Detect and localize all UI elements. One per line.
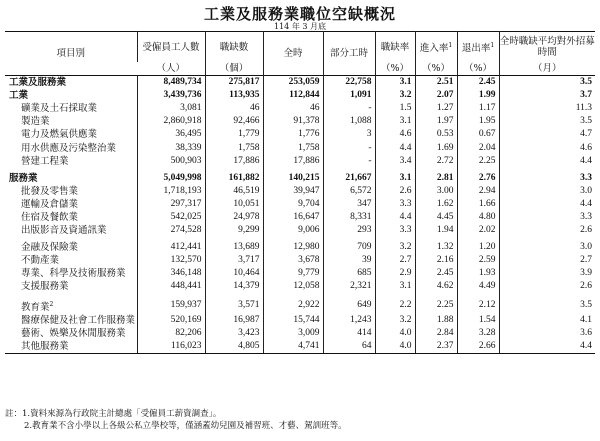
- row-label-text: 金融及保險業: [21, 242, 79, 254]
- row-label-text: 批發及零售業: [21, 185, 79, 197]
- row-label-text: 工業及服務業: [9, 77, 67, 89]
- cell-vrate: 3.3: [375, 198, 415, 211]
- cell-vacancy: 113,935: [205, 89, 263, 102]
- row-label-text: 專業、科學及技術服務業: [21, 268, 126, 280]
- table-row: [5, 155, 595, 168]
- cell-vacancy: 17,886: [205, 155, 263, 168]
- row-label: [5, 128, 137, 141]
- cell-parttime: 685: [323, 267, 375, 280]
- cell-employed: 448,441: [137, 280, 205, 293]
- cell-fulltime: 1,758: [263, 141, 323, 154]
- cell-vrate: 2.6: [375, 185, 415, 198]
- cell-employed: 3,439,736: [137, 89, 205, 102]
- cell-months: 3.3: [499, 168, 595, 185]
- cell-entry: 1.27: [415, 102, 457, 115]
- row-label-text: 其他服務業: [21, 340, 69, 352]
- cell-vacancy: 1,779: [205, 128, 263, 141]
- cell-vrate: 2.7: [375, 254, 415, 267]
- cell-fulltime: 16,647: [263, 211, 323, 224]
- table-row: [5, 280, 595, 293]
- unit-vacancy-rate: （%）: [375, 62, 415, 76]
- cell-months: 4.1: [499, 314, 595, 327]
- cell-employed: 346,148: [137, 267, 205, 280]
- cell-months: 3.6: [499, 327, 595, 340]
- table-row: [5, 102, 595, 115]
- cell-employed: 159,937: [137, 294, 205, 314]
- cell-parttime: 8,331: [323, 211, 375, 224]
- cell-fulltime: 2,922: [263, 294, 323, 314]
- cell-vrate: 2.2: [375, 294, 415, 314]
- cell-entry: 2.25: [415, 294, 457, 314]
- row-label: [5, 168, 137, 185]
- cell-months: 3.5: [499, 115, 595, 128]
- table-row: [5, 211, 595, 224]
- cell-fulltime: 9,006: [263, 224, 323, 237]
- row-label: [5, 294, 137, 314]
- cell-exit: 1.95: [457, 115, 499, 128]
- cell-exit: 1.93: [457, 267, 499, 280]
- unit-exit-rate: （%）: [457, 62, 499, 76]
- cell-vrate: 3.1: [375, 168, 415, 185]
- cell-months: 3.7: [499, 89, 595, 102]
- table-row: [5, 76, 595, 90]
- footnote-marker: 2: [49, 300, 54, 308]
- cell-exit: 1.20: [457, 237, 499, 254]
- cell-entry: 1.94: [415, 224, 457, 237]
- cell-entry: 1.69: [415, 141, 457, 154]
- row-label-text: 製造業: [21, 116, 50, 128]
- row-label-text: 住宿及餐飲業: [21, 211, 79, 223]
- cell-vacancy: 14,379: [205, 280, 263, 293]
- cell-vrate: 4.0: [375, 340, 415, 354]
- unit-avg-time: （月）: [499, 62, 595, 76]
- header-employed: 受僱員工人數: [137, 32, 205, 63]
- cell-exit: 2.04: [457, 141, 499, 154]
- cell-months: 4.7: [499, 128, 595, 141]
- cell-fulltime: 12,058: [263, 280, 323, 293]
- header-exit-rate-label: 退出率: [461, 43, 491, 55]
- cell-vacancy: 4,805: [205, 340, 263, 354]
- cell-fulltime: 9,704: [263, 198, 323, 211]
- footnote-label: 註：: [5, 409, 23, 419]
- cell-vrate: 3.1: [375, 115, 415, 128]
- cell-employed: 132,570: [137, 254, 205, 267]
- cell-entry: 2.51: [415, 76, 457, 90]
- cell-exit: 4.80: [457, 211, 499, 224]
- cell-vrate: 4.4: [375, 141, 415, 154]
- cell-parttime: 39: [323, 254, 375, 267]
- cell-vrate: 3.2: [375, 89, 415, 102]
- table-row: [5, 115, 595, 128]
- row-label: [5, 267, 137, 280]
- cell-vrate: 3.3: [375, 224, 415, 237]
- footnotes: [5, 408, 347, 432]
- footnote-1: [5, 408, 347, 420]
- cell-vacancy: 24,978: [205, 211, 263, 224]
- cell-fulltime: 1,776: [263, 128, 323, 141]
- cell-vacancy: 3,571: [205, 294, 263, 314]
- cell-exit: 0.67: [457, 128, 499, 141]
- table-row: [5, 168, 595, 185]
- cell-parttime: -: [323, 155, 375, 168]
- table-row: [5, 128, 595, 141]
- cell-vacancy: 3,423: [205, 327, 263, 340]
- cell-exit: 1.54: [457, 314, 499, 327]
- cell-vacancy: 161,882: [205, 168, 263, 185]
- cell-employed: 520,169: [137, 314, 205, 327]
- cell-months: 4.4: [499, 198, 595, 211]
- row-label-text: 藝術、娛樂及休閒服務業: [21, 327, 126, 339]
- table-row: [5, 254, 595, 267]
- row-label-text: 電力及燃氣供應業: [21, 129, 98, 141]
- cell-vrate: 2.9: [375, 267, 415, 280]
- header-parttime: 部分工時: [323, 32, 375, 76]
- cell-vacancy: 92,466: [205, 115, 263, 128]
- header-entry-rate-label: 進入率: [419, 43, 449, 55]
- cell-vrate: 3.2: [375, 237, 415, 254]
- row-label: [5, 340, 137, 354]
- cell-vacancy: 16,987: [205, 314, 263, 327]
- cell-entry: 2.37: [415, 340, 457, 354]
- row-label: [5, 224, 137, 237]
- cell-parttime: 1,243: [323, 314, 375, 327]
- row-label: [5, 198, 137, 211]
- cell-months: 2.6: [499, 280, 595, 293]
- cell-months: 4.4: [499, 340, 595, 354]
- table-row: [5, 327, 595, 340]
- cell-vacancy: 275,817: [205, 76, 263, 90]
- vacancy-table: [5, 31, 595, 354]
- cell-exit: 2.12: [457, 294, 499, 314]
- table-row: [5, 224, 595, 237]
- row-label-text: 醫療保健及社會工作服務業: [21, 314, 136, 326]
- cell-entry: 2.16: [415, 254, 457, 267]
- cell-parttime: 64: [323, 340, 375, 354]
- table-row: [5, 141, 595, 154]
- cell-parttime: 6,572: [323, 185, 375, 198]
- table-row: [5, 267, 595, 280]
- cell-entry: 2.81: [415, 168, 457, 185]
- cell-employed: 297,317: [137, 198, 205, 211]
- cell-fulltime: 39,947: [263, 185, 323, 198]
- cell-fulltime: 9,779: [263, 267, 323, 280]
- cell-vrate: 4.0: [375, 327, 415, 340]
- cell-vacancy: 13,689: [205, 237, 263, 254]
- cell-vacancy: 10,051: [205, 198, 263, 211]
- header-entry-rate: [415, 32, 457, 63]
- cell-months: 11.3: [499, 102, 595, 115]
- header-exit-rate: [457, 32, 499, 63]
- footnote-marker: 1: [448, 41, 453, 49]
- page-subtitle: 114 年 3 月底: [274, 22, 326, 31]
- cell-employed: 1,718,193: [137, 185, 205, 198]
- row-label-text: 用水供應及污染整治業: [21, 142, 117, 154]
- cell-vrate: 3.2: [375, 314, 415, 327]
- unit-entry-rate: （%）: [415, 62, 457, 76]
- footnote-2-text: 2.教育業不含小學以上各級公私立學校等，僅涵蓋幼兒園及補習班、才藝、駕訓班等。: [24, 421, 347, 431]
- table-row: [5, 314, 595, 327]
- page-title: 工業及服務業職位空缺概況: [203, 5, 396, 23]
- cell-employed: 82,206: [137, 327, 205, 340]
- table-row: [5, 89, 595, 102]
- cell-entry: 2.84: [415, 327, 457, 340]
- row-label: [5, 314, 137, 327]
- cell-entry: 4.62: [415, 280, 457, 293]
- cell-months: 3.0: [499, 185, 595, 198]
- cell-vrate: 4.6: [375, 128, 415, 141]
- cell-parttime: 21,667: [323, 168, 375, 185]
- cell-fulltime: 3,009: [263, 327, 323, 340]
- cell-fulltime: 46: [263, 102, 323, 115]
- cell-entry: 2.07: [415, 89, 457, 102]
- cell-employed: 500,903: [137, 155, 205, 168]
- cell-fulltime: 91,378: [263, 115, 323, 128]
- cell-vrate: 4.4: [375, 211, 415, 224]
- cell-exit: 4.49: [457, 280, 499, 293]
- row-label: [5, 237, 137, 254]
- table-row: [5, 294, 595, 314]
- table-header: [5, 32, 595, 76]
- cell-exit: 3.28: [457, 327, 499, 340]
- cell-entry: 1.97: [415, 115, 457, 128]
- cell-months: 2.7: [499, 254, 595, 267]
- unit-employed: （人）: [156, 63, 185, 74]
- cell-fulltime: 15,744: [263, 314, 323, 327]
- row-label: [5, 76, 137, 90]
- cell-parttime: 1,088: [323, 115, 375, 128]
- row-label: [5, 254, 137, 267]
- row-label: [5, 89, 137, 102]
- cell-vrate: 3.4: [375, 155, 415, 168]
- cell-months: 2.6: [499, 224, 595, 237]
- cell-parttime: 414: [323, 327, 375, 340]
- cell-entry: 4.45: [415, 211, 457, 224]
- row-label: [5, 102, 137, 115]
- footnote-1-text: 1.資料來源為行政院主計總處「受僱員工薪資調查」。: [22, 409, 222, 419]
- cell-entry: 1.62: [415, 198, 457, 211]
- cell-parttime: 2,321: [323, 280, 375, 293]
- cell-months: 3.5: [499, 294, 595, 314]
- cell-vrate: 3.1: [375, 280, 415, 293]
- cell-employed: 116,023: [137, 340, 205, 354]
- row-label-text: 支援服務業: [21, 281, 69, 293]
- row-label: [5, 211, 137, 224]
- table-body: [5, 76, 595, 354]
- cell-fulltime: 112,844: [263, 89, 323, 102]
- cell-parttime: -: [323, 102, 375, 115]
- cell-exit: 2.66: [457, 340, 499, 354]
- cell-employed: 2,860,918: [137, 115, 205, 128]
- row-label-text: 營建工程業: [21, 155, 69, 167]
- cell-parttime: 649: [323, 294, 375, 314]
- footnote-2: [5, 420, 347, 432]
- table-row: [5, 237, 595, 254]
- cell-parttime: -: [323, 141, 375, 154]
- cell-entry: 0.53: [415, 128, 457, 141]
- cell-employed: 274,528: [137, 224, 205, 237]
- cell-entry: 3.00: [415, 185, 457, 198]
- header-avg-time: 全時職缺平均對外招募時間: [499, 32, 595, 63]
- cell-parttime: 709: [323, 237, 375, 254]
- cell-months: 4.6: [499, 141, 595, 154]
- header-fulltime: 全時: [263, 32, 323, 76]
- cell-vacancy: 9,299: [205, 224, 263, 237]
- row-label: [5, 141, 137, 154]
- cell-exit: 2.45: [457, 76, 499, 90]
- cell-parttime: 1,091: [323, 89, 375, 102]
- cell-employed: 542,025: [137, 211, 205, 224]
- cell-entry: 1.88: [415, 314, 457, 327]
- cell-employed: 38,339: [137, 141, 205, 154]
- row-label-text: 運輸及倉儲業: [21, 198, 79, 210]
- cell-months: 3.9: [499, 267, 595, 280]
- cell-exit: 2.25: [457, 155, 499, 168]
- cell-exit: 1.99: [457, 89, 499, 102]
- table-row: [5, 185, 595, 198]
- cell-vrate: 3.1: [375, 76, 415, 90]
- row-label-text: 服務業: [9, 172, 38, 184]
- cell-months: 3.0: [499, 237, 595, 254]
- cell-exit: 2.02: [457, 224, 499, 237]
- header-industry: 項目別: [56, 48, 85, 59]
- cell-employed: 5,049,998: [137, 168, 205, 185]
- cell-parttime: 3: [323, 128, 375, 141]
- cell-employed: 3,081: [137, 102, 205, 115]
- cell-parttime: 347: [323, 198, 375, 211]
- table-row: [5, 340, 595, 354]
- cell-months: 3.3: [499, 211, 595, 224]
- row-label-text: 工業: [9, 90, 29, 102]
- cell-fulltime: 12,980: [263, 237, 323, 254]
- cell-vrate: 1.5: [375, 102, 415, 115]
- cell-employed: 8,489,734: [137, 76, 205, 90]
- cell-fulltime: 140,215: [263, 168, 323, 185]
- cell-vacancy: 10,464: [205, 267, 263, 280]
- cell-parttime: 293: [323, 224, 375, 237]
- cell-vacancy: 46,519: [205, 185, 263, 198]
- cell-employed: 412,441: [137, 237, 205, 254]
- cell-fulltime: 4,741: [263, 340, 323, 354]
- cell-entry: 2.45: [415, 267, 457, 280]
- cell-exit: 2.59: [457, 254, 499, 267]
- cell-employed: 36,495: [137, 128, 205, 141]
- cell-exit: 2.94: [457, 185, 499, 198]
- cell-fulltime: 3,678: [263, 254, 323, 267]
- cell-entry: 2.72: [415, 155, 457, 168]
- header-vacancy: 職缺數: [205, 32, 263, 63]
- cell-vacancy: 3,717: [205, 254, 263, 267]
- cell-exit: 1.17: [457, 102, 499, 115]
- header-vacancy-rate: 職缺率: [375, 32, 415, 63]
- table-row: [5, 198, 595, 211]
- cell-fulltime: 253,059: [263, 76, 323, 90]
- row-label-text: 不動產業: [21, 255, 60, 267]
- cell-exit: 1.66: [457, 198, 499, 211]
- row-label: [5, 185, 137, 198]
- row-label: [5, 155, 137, 168]
- row-label: [5, 327, 137, 340]
- cell-fulltime: 17,886: [263, 155, 323, 168]
- row-label: [5, 280, 137, 293]
- cell-vacancy: 46: [205, 102, 263, 115]
- row-label-text: 出版影音及資通訊業: [21, 225, 107, 237]
- cell-parttime: 22,758: [323, 76, 375, 90]
- row-label-text: 礦業及土石採取業: [21, 103, 98, 115]
- cell-exit: 2.76: [457, 168, 499, 185]
- cell-vacancy: 1,758: [205, 141, 263, 154]
- cell-months: 3.5: [499, 76, 595, 90]
- footnote-marker: 1: [490, 41, 495, 49]
- cell-entry: 1.32: [415, 237, 457, 254]
- row-label: [5, 115, 137, 128]
- row-label-text: 教育業: [21, 301, 50, 313]
- unit-vacancy: （個）: [205, 62, 263, 76]
- cell-months: 4.4: [499, 155, 595, 168]
